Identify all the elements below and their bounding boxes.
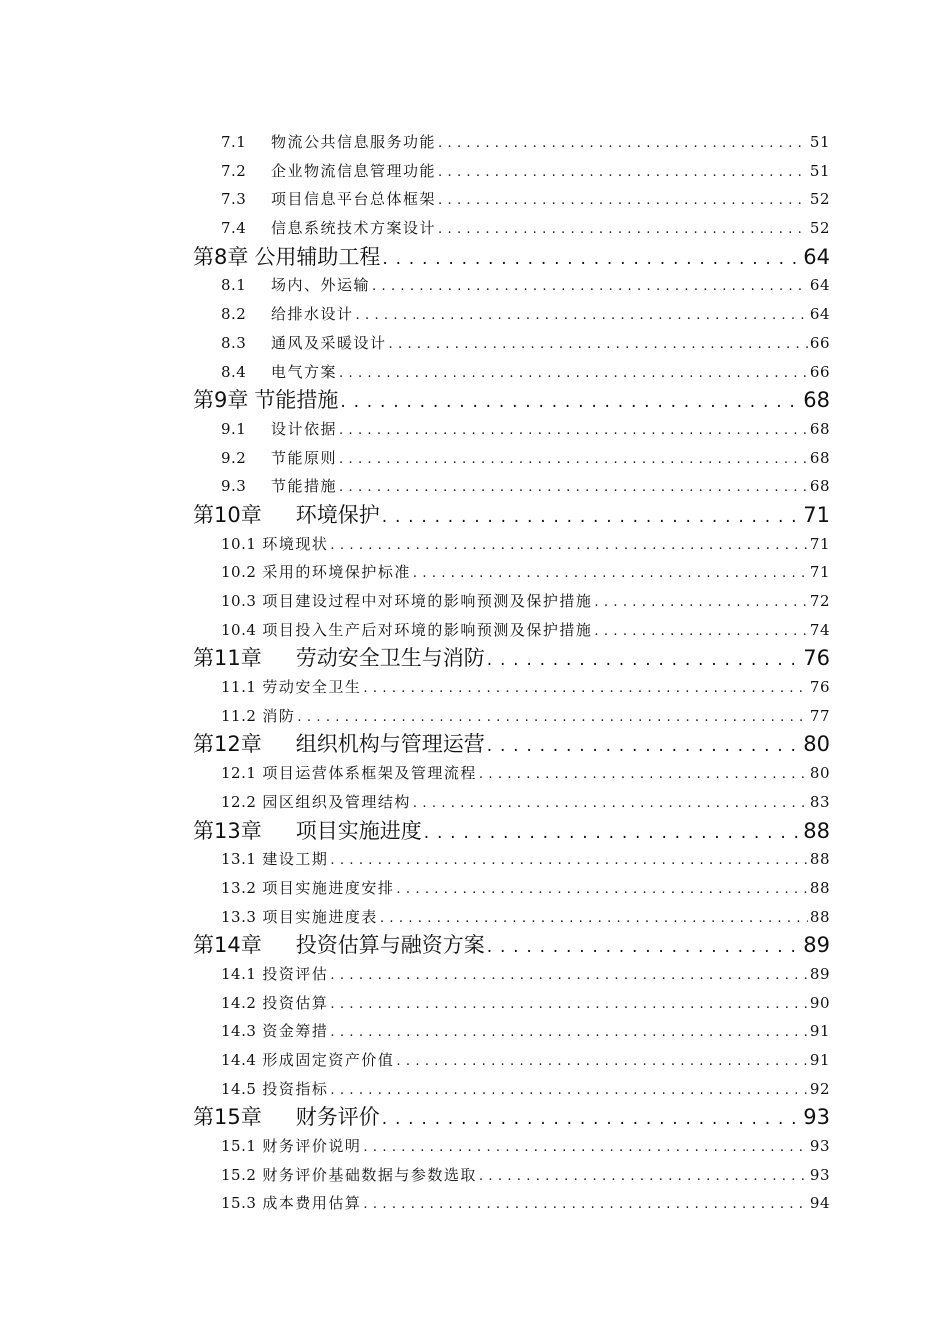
dot-leader	[340, 388, 801, 417]
toc-entry-number: 14.2	[221, 993, 257, 1012]
toc-page-number: 88	[809, 907, 830, 926]
toc-entry-number: 7.4	[221, 219, 247, 238]
toc-entry-number: 第8章	[193, 244, 249, 269]
toc-entry-title: 形成固定资产价值	[262, 1051, 395, 1069]
toc-entry-title: 项目实施进度	[295, 818, 422, 843]
toc-page-number: 88	[809, 878, 830, 897]
toc-entry-number: 14.4	[221, 1051, 257, 1069]
toc-entry-title: 成本费用估算	[262, 1194, 362, 1213]
toc-page-number: 52	[809, 219, 830, 238]
dot-leader	[363, 675, 807, 704]
toc-entry-number: 7.2	[221, 161, 247, 180]
toc-page-number: 93	[803, 1105, 830, 1130]
toc-page-number: 68	[809, 477, 830, 496]
dot-leader	[297, 704, 807, 733]
toc-entry-number: 7.3	[221, 190, 247, 209]
toc-entry-title: 财务评价说明	[262, 1137, 362, 1156]
toc-section-entry[interactable]	[193, 300, 830, 329]
toc-entry-title: 园区组织及管理结构	[262, 792, 411, 811]
toc-entry-title: 环境现状	[262, 534, 329, 553]
toc-page-number: 89	[809, 964, 830, 983]
toc-chapter-entry[interactable]	[193, 931, 830, 960]
toc-chapter-entry[interactable]	[193, 501, 830, 530]
toc-page-number: 64	[809, 276, 830, 295]
toc-entry-number: 15.3	[221, 1194, 257, 1213]
dot-leader	[356, 302, 808, 331]
toc-section-entry[interactable]	[193, 1132, 830, 1161]
toc-entry-number: 第13章	[193, 818, 262, 843]
toc-entry-title: 投资评估	[262, 964, 329, 983]
toc-section-entry[interactable]	[193, 1075, 830, 1104]
toc-section-entry[interactable]	[193, 845, 830, 874]
dot-leader	[339, 446, 808, 475]
toc-page-number: 71	[809, 534, 830, 553]
toc-entry-number: 10.4	[221, 620, 257, 639]
toc-section-entry[interactable]	[193, 157, 830, 186]
toc-page-number: 71	[809, 563, 830, 582]
dot-leader	[330, 847, 807, 876]
dot-leader	[424, 819, 802, 848]
toc-entry-number: 11.2	[221, 706, 257, 725]
toc-entry-title: 财务评价	[295, 1105, 380, 1130]
dot-leader	[382, 503, 802, 532]
toc-entry-number: 13.2	[221, 878, 257, 897]
toc-section-entry[interactable]	[193, 1046, 830, 1075]
toc-entry-number: 第10章	[193, 502, 262, 527]
toc-entry-number: 第14章	[193, 933, 262, 958]
toc-page-number: 93	[809, 1165, 830, 1184]
toc-entry-number: 15.2	[221, 1165, 257, 1184]
dot-leader	[413, 560, 808, 589]
toc-section-entry[interactable]	[193, 960, 830, 989]
toc-entry-number: 15.1	[221, 1137, 257, 1156]
dot-leader	[339, 417, 808, 446]
toc-entry-number: 第12章	[193, 732, 262, 757]
toc-entry-title: 投资估算	[262, 993, 329, 1012]
dot-leader	[594, 589, 807, 618]
toc-entry-title: 给排水设计	[271, 305, 354, 324]
toc-entry-number: 10.3	[221, 592, 257, 610]
toc-entry-number: 第15章	[193, 1105, 262, 1130]
toc-section-entry[interactable]	[193, 271, 830, 300]
dot-leader	[382, 1105, 802, 1134]
toc-section-entry[interactable]	[193, 874, 830, 903]
dot-leader	[487, 933, 802, 962]
dot-leader	[396, 1048, 807, 1077]
toc-entry-title: 节能措施	[254, 388, 339, 413]
toc-page-number: 77	[809, 706, 830, 725]
toc-page-number: 88	[809, 850, 830, 869]
toc-page-number: 83	[809, 792, 830, 811]
toc-section-entry[interactable]	[193, 358, 830, 387]
toc-entry-title: 财务评价基础数据与参数选取	[262, 1165, 477, 1184]
toc-section-entry[interactable]	[193, 616, 830, 645]
dot-leader	[438, 187, 808, 216]
toc-entry-title: 劳动安全卫生	[262, 678, 362, 697]
toc-page-number: 64	[809, 305, 830, 324]
toc-chapter-entry[interactable]	[193, 1103, 830, 1132]
toc-section-entry[interactable]	[193, 128, 830, 157]
toc-section-entry[interactable]	[193, 989, 830, 1018]
toc-entry-title: 投资估算与融资方案	[295, 933, 485, 958]
toc-entry-number: 10.1	[221, 534, 257, 553]
toc-entry-title: 项目运营体系框架及管理流程	[262, 764, 477, 783]
toc-entry-number: 8.4	[221, 362, 247, 381]
toc-page-number: 91	[809, 1051, 830, 1069]
toc-page-number: 80	[809, 764, 830, 783]
toc-section-entry[interactable]	[193, 702, 830, 731]
toc-entry-title: 项目实施进度安排	[262, 878, 395, 897]
toc-chapter-entry[interactable]	[193, 386, 830, 415]
toc-section-entry[interactable]	[193, 415, 830, 444]
toc-section-entry[interactable]	[193, 558, 830, 587]
toc-page-number: 74	[809, 620, 830, 639]
dot-leader	[330, 1077, 807, 1106]
toc-entry-title: 电气方案	[271, 362, 338, 381]
toc-entry-number: 14.1	[221, 964, 257, 983]
toc-entry-number: 13.1	[221, 850, 257, 869]
dot-leader	[438, 216, 808, 245]
dot-leader	[330, 991, 807, 1020]
toc-page-number: 90	[809, 993, 830, 1012]
dot-leader	[363, 1191, 807, 1220]
toc-section-entry[interactable]	[193, 185, 830, 214]
toc-section-entry[interactable]	[193, 673, 830, 702]
dot-leader	[389, 331, 808, 360]
toc-page-number: 92	[809, 1079, 830, 1098]
toc-entry-number: 8.1	[221, 276, 247, 295]
toc-entry-title: 项目投入生产后对环境的影响预测及保护措施	[262, 620, 593, 639]
dot-leader	[372, 273, 808, 302]
toc-entry-number: 14.3	[221, 1022, 257, 1041]
toc-entry-title: 项目实施进度表	[262, 907, 378, 926]
toc-entry-number: 12.2	[221, 792, 257, 811]
dot-leader	[479, 761, 808, 790]
toc-section-entry[interactable]	[193, 329, 830, 358]
toc-entry-title: 建设工期	[262, 850, 329, 869]
toc-entry-title: 通风及采暖设计	[271, 333, 387, 352]
toc-section-entry[interactable]	[193, 903, 830, 932]
toc-entry-title: 节能原则	[271, 448, 338, 467]
dot-leader	[330, 1019, 807, 1048]
toc-entry-number: 13.3	[221, 907, 257, 926]
dot-leader	[330, 962, 807, 991]
toc-page-number: 89	[803, 933, 830, 958]
dot-leader	[438, 130, 808, 159]
toc-section-entry[interactable]	[193, 472, 830, 501]
toc-page-number: 51	[809, 161, 830, 180]
toc-chapter-entry[interactable]	[193, 644, 830, 673]
dot-leader	[479, 1163, 808, 1192]
toc-entry-title: 资金筹措	[262, 1022, 329, 1041]
toc-entry-number: 9.1	[221, 419, 247, 438]
toc-entry-number: 12.1	[221, 764, 257, 783]
dot-leader	[487, 646, 802, 675]
toc-section-entry[interactable]	[193, 759, 830, 788]
dot-leader	[380, 905, 808, 934]
toc-chapter-entry[interactable]	[193, 817, 830, 846]
toc-entry-number: 11.1	[221, 678, 257, 697]
toc-section-entry[interactable]	[193, 214, 830, 243]
dot-leader	[339, 360, 808, 389]
toc-entry-number: 第11章	[193, 646, 262, 671]
toc-page-number: 68	[803, 388, 830, 413]
toc-entry-title: 信息系统技术方案设计	[271, 219, 437, 238]
toc-section-entry[interactable]	[193, 1017, 830, 1046]
dot-leader	[363, 1134, 807, 1163]
toc-entry-title: 公用辅助工程	[254, 244, 381, 269]
toc-entry-number: 8.3	[221, 333, 247, 352]
toc-page-number: 80	[803, 732, 830, 757]
dot-leader	[339, 474, 808, 503]
dot-leader	[413, 790, 808, 819]
toc-chapter-entry[interactable]	[193, 243, 830, 272]
toc-entry-title: 项目信息平台总体框架	[271, 190, 437, 209]
toc-entry-number: 14.5	[221, 1079, 257, 1098]
toc-section-entry[interactable]	[193, 530, 830, 559]
toc-entry-number: 8.2	[221, 305, 247, 324]
toc-page-number: 68	[809, 419, 830, 438]
toc-entry-title: 消防	[262, 706, 296, 725]
toc-entry-title: 场内、外运输	[271, 276, 371, 295]
toc-page-number: 76	[809, 678, 830, 697]
toc-page-number: 88	[803, 818, 830, 843]
toc-page-number: 66	[809, 362, 830, 381]
toc-section-entry[interactable]	[193, 587, 830, 616]
table-of-contents	[193, 128, 830, 1218]
toc-entry-title: 企业物流信息管理功能	[271, 161, 437, 180]
toc-entry-title: 采用的环境保护标准	[262, 563, 411, 582]
toc-entry-title: 劳动安全卫生与消防	[295, 646, 485, 671]
toc-page-number: 71	[803, 502, 830, 527]
toc-entry-title: 节能措施	[271, 477, 338, 496]
toc-entry-title: 物流公共信息服务功能	[271, 133, 437, 151]
toc-entry-title: 设计依据	[271, 419, 338, 438]
dot-leader	[594, 618, 807, 647]
toc-entry-number: 第9章	[193, 388, 249, 413]
toc-entry-number: 7.1	[221, 133, 247, 151]
dot-leader	[438, 159, 808, 188]
dot-leader	[382, 245, 801, 274]
toc-entry-number: 9.2	[221, 448, 247, 467]
toc-entry-title: 组织机构与管理运营	[295, 732, 485, 757]
toc-entry-number: 9.3	[221, 477, 247, 496]
toc-section-entry[interactable]	[193, 1189, 830, 1218]
toc-entry-title: 项目建设过程中对环境的影响预测及保护措施	[262, 592, 593, 610]
toc-page-number: 94	[809, 1194, 830, 1213]
toc-page-number: 66	[809, 333, 830, 352]
dot-leader	[330, 532, 807, 561]
toc-entry-title: 投资指标	[262, 1079, 329, 1098]
toc-section-entry[interactable]	[193, 1161, 830, 1190]
toc-page-number: 52	[809, 190, 830, 209]
toc-section-entry[interactable]	[193, 788, 830, 817]
toc-section-entry[interactable]	[193, 444, 830, 473]
toc-page-number: 91	[809, 1022, 830, 1041]
dot-leader	[396, 876, 807, 905]
toc-page-number: 72	[809, 592, 830, 610]
toc-page-number: 93	[809, 1137, 830, 1156]
toc-page-number: 51	[809, 133, 830, 151]
toc-page-number: 64	[803, 244, 830, 269]
dot-leader	[487, 732, 802, 761]
toc-entry-title: 环境保护	[295, 502, 380, 527]
toc-page-number: 76	[803, 646, 830, 671]
toc-page-number: 68	[809, 448, 830, 467]
toc-chapter-entry[interactable]	[193, 730, 830, 759]
toc-entry-number: 10.2	[221, 563, 257, 582]
